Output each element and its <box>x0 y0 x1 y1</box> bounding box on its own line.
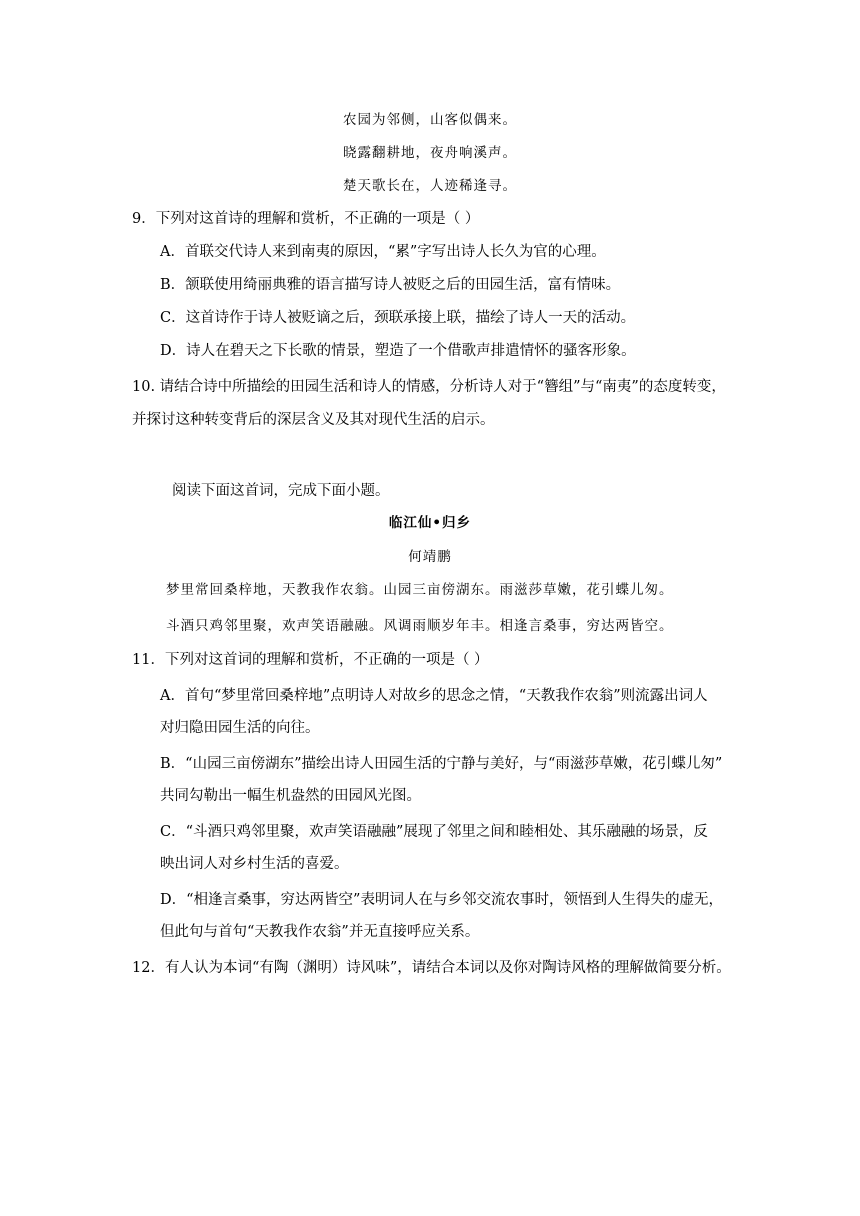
question-11-option-d-line-2: 但此句与首句“天教我作农翁”并无直接呼应关系。 <box>160 924 480 940</box>
question-9-option-c: C．这首诗作于诗人被贬谪之后，颈联承接上联，描绘了诗人一天的活动。 <box>160 310 636 326</box>
ci-author: 何靖鹏 <box>408 549 452 565</box>
question-12-stem: 12．有人认为本词“有陶（渊明）诗风味”，请结合本词以及你对陶诗风格的理解做简要分析。 <box>132 960 731 976</box>
question-11-option-b-line-2: 共同勾勒出一幅生机盎然的田园风光图。 <box>160 788 421 804</box>
question-11-option-c-line-1: C．“斗酒只鸡邻里聚，欢声笑语融融”展现了邻里之间和睦相处、其乐融融的场景，反 <box>160 824 708 840</box>
question-11-stem: 11．下列对这首词的理解和赏析，不正确的一项是（ ） <box>132 652 489 668</box>
question-10-line-2: 并探讨这种转变背后的深层含义及其对现代生活的启示。 <box>132 412 495 428</box>
question-11-option-d-line-1: D．“相逢言桑事，穷达两皆空”表明词人在与乡邻交流农事时，领悟到人生得失的虚无， <box>160 892 723 908</box>
question-11-option-a-line-2: 对归隐田园生活的向往。 <box>160 720 320 736</box>
poem-line-2: 晓露翻耕地，夜舟响溪声。 <box>343 145 517 161</box>
question-11-option-c-line-2: 映出词人对乡村生活的喜爱。 <box>160 856 349 872</box>
question-9-stem: 9．下列对这首诗的理解和赏析，不正确的一项是（ ） <box>132 211 480 227</box>
ci-line-2: 斗酒只鸡邻里聚，欢声笑语融融。风调雨顺岁年丰。相逢言桑事，穷达两皆空。 <box>166 618 674 634</box>
poem-line-1: 农园为邻侧，山客似偶来。 <box>343 112 517 128</box>
poem-line-3: 楚天歌长在，人迹稀逢寻。 <box>343 178 517 194</box>
question-9-option-d: D．诗人在碧天之下长歌的情景，塑造了一个借歌声排遣情怀的骚客形象。 <box>160 343 636 359</box>
ci-line-1: 梦里常回桑梓地，天教我作农翁。山园三亩傍湖东。雨滋莎草嫩，花引蝶儿匆。 <box>166 582 674 598</box>
question-11-option-a-line-1: A．首句“梦里常回桑梓地”点明诗人对故乡的思念之情，“天教我作农翁”则流露出词人 <box>160 688 708 704</box>
question-10-line-1: 10. 请结合诗中所描绘的田园生活和诗人的情感，分析诗人对于“簪组”与“南夷”的态度转变， <box>132 379 726 395</box>
ci-title: 临江仙•归乡 <box>388 515 472 531</box>
reading-intro: 阅读下面这首词，完成下面小题。 <box>172 483 390 499</box>
question-9-option-b: B．颔联使用绮丽典雅的语言描写诗人被贬之后的田园生活，富有情味。 <box>160 277 621 293</box>
question-9-option-a: A．首联交代诗人来到南夷的原因，“累”字写出诗人长久为官的心理。 <box>160 244 606 260</box>
question-11-option-b-line-1: B．“山园三亩傍湖东”描绘出诗人田园生活的宁静与美好，与“雨滋莎草嫩，花引蝶儿匆” <box>160 756 723 772</box>
